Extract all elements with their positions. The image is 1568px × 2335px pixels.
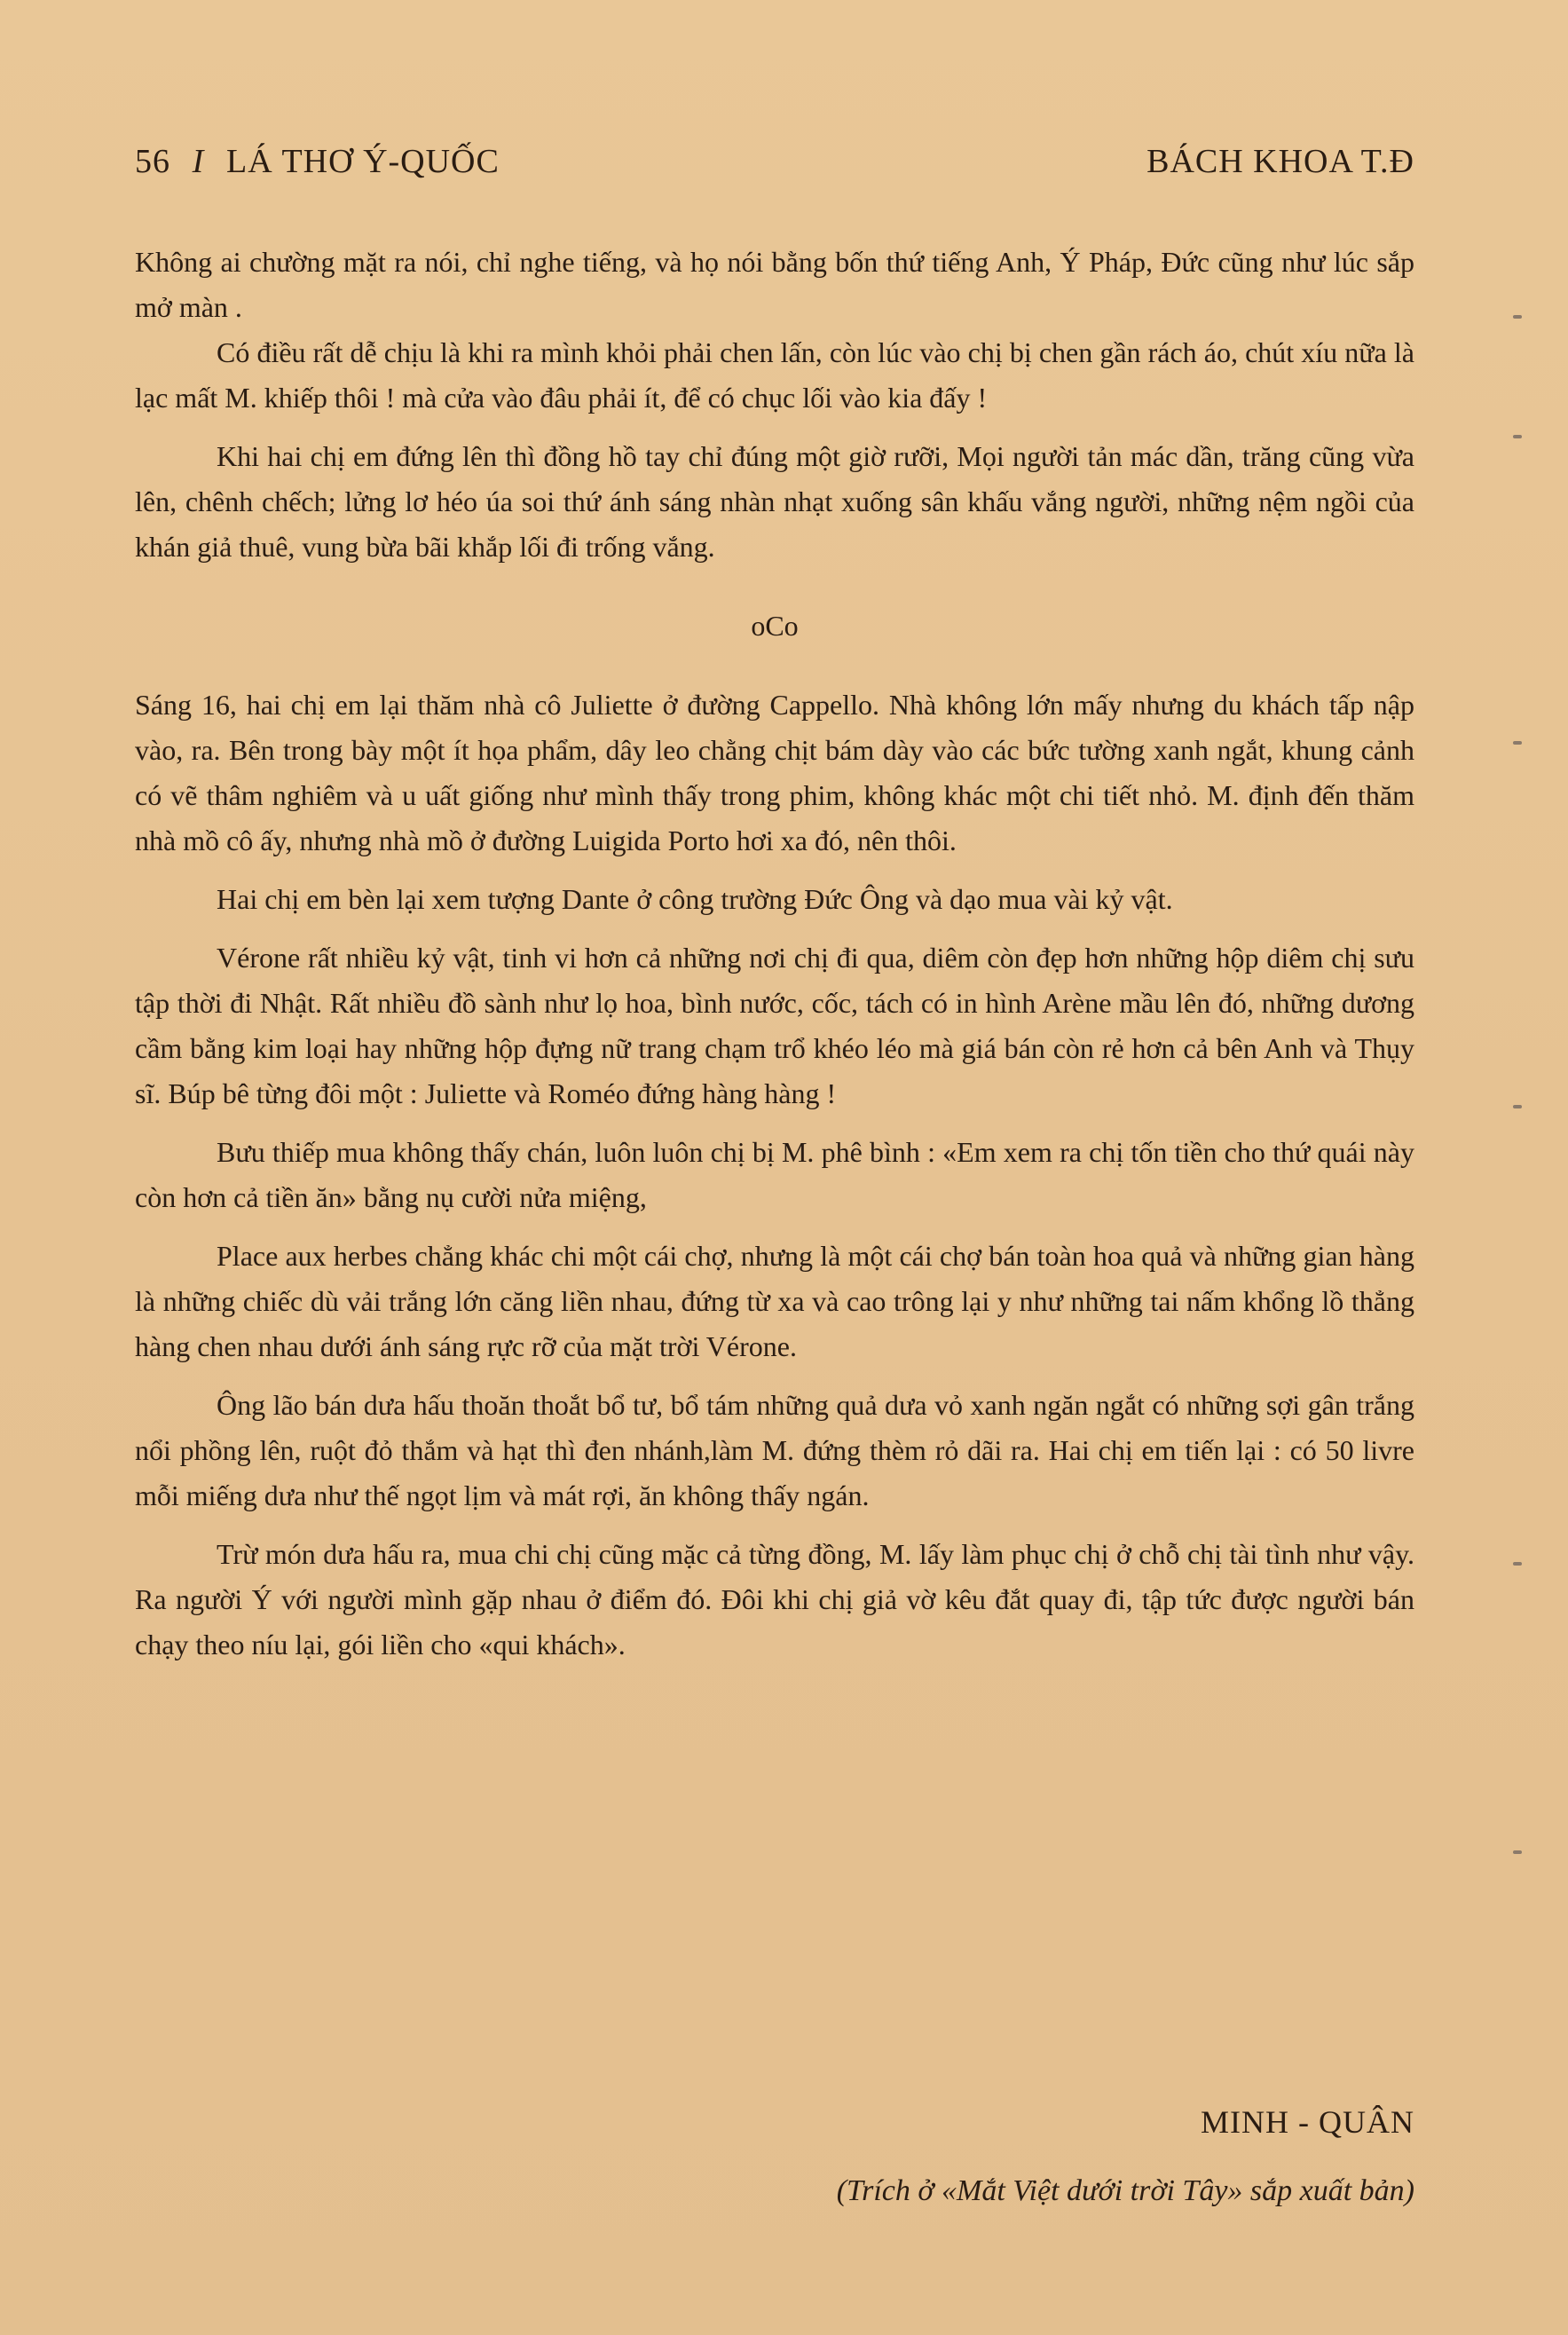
- paragraph-2: Có điều rất dễ chịu là khi ra mình khỏi phải chen lấn, còn lúc vào chị bị chen gần rách áo, chút xíu nữa là lạc mất M. khiếp thôi ! mà cửa vào đâu phải ít, để có chục lối vào kia đấy !: [135, 336, 1414, 414]
- paragraph-5: Hai chị em bèn lại xem tượng Dante ở công trường Đức Ông và dạo mua vài kỷ vật.: [217, 883, 1173, 915]
- edge-mark: [1513, 1105, 1522, 1108]
- paragraph-10: Trừ món dưa hấu ra, mua chi chị cũng mặc cả từng đồng, M. lấy làm phục chị ở chỗ chị tài tình như vậy. Ra người Ý với người mình gặp nhau ở điểm đó. Đôi khi chị giả vờ kêu đắt quay đi, tập tức được người bán chạy theo níu lại, gói liền cho «qui khách».: [135, 1538, 1414, 1661]
- paragraph-4: Sáng 16, hai chị em lại thăm nhà cô Juliette ở đường Cappello. Nhà không lớn mấy nhưng du khách tấp nập vào, ra. Bên trong bày một ít họa phẩm, dây leo chằng chịt bám dày vào các bức tường xanh ngắt, khung cảnh có vẽ thâm nghiêm và u uất giống như mình thấy trong phim, không khác một chi tiết nhỏ. M. định đến thăm nhà mồ cô ấy, nhưng nhà mồ ở đường Luigida Porto hơi xa đó, nên thôi.: [135, 689, 1414, 856]
- edge-mark: [1513, 741, 1522, 745]
- paragraph-3: Khi hai chị em đứng lên thì đồng hồ tay chỉ đúng một giờ rưỡi, Mọi người tản mác dần, trăng cũng vừa lên, chênh chếch; lửng lơ héo úa soi thứ ánh sáng nhàn nhạt xuống sân khấu vắng người, những nệm ngồi của khán giả thuê, vung bừa bãi khắp lối đi trống vắng.: [135, 440, 1414, 563]
- publication-name: BÁCH KHOA T.Đ: [1146, 143, 1414, 180]
- source-note: (Trích ở «Mắt Việt dưới trời Tây» sắp xuất bản): [836, 2174, 1414, 2207]
- article-body: [135, 240, 1414, 1668]
- section-title: LÁ THƠ Ý-QUỐC: [226, 143, 500, 180]
- paragraph-6: Vérone rất nhiều kỷ vật, tinh vi hơn cả những nơi chị đi qua, diêm còn đẹp hơn những hộp diêm chị sưu tập thời đi Nhật. Rất nhiều đồ sành như lọ hoa, bình nước, cốc, tách có in hình Arène mầu lên đó, những dương cầm bằng kim loại hay những hộp đựng nữ trang chạm trổ khéo léo mà giá bán còn rẻ hơn cả bên Anh và Thụy sĩ. Búp bê từng đôi một : Juliette và Roméo đứng hàng hàng !: [135, 942, 1414, 1109]
- edge-mark: [1513, 1850, 1522, 1854]
- paragraph-1: Không ai chường mặt ra nói, chỉ nghe tiếng, và họ nói bằng bốn thứ tiếng Anh, Ý Pháp, Đức cũng như lúc sắp mở màn .: [135, 246, 1414, 323]
- paragraph-8: Place aux herbes chẳng khác chi một cái chợ, nhưng là một cái chợ bán toàn hoa quả và những gian hàng là những chiếc dù vải trắng lớn căng liền nhau, đứng từ xa và cao trông lại y như những tai nấm khổng lồ thẳng hàng chen nhau dưới ánh sáng rực rỡ của mặt trời Vérone.: [135, 1240, 1414, 1362]
- header-left: [135, 142, 500, 181]
- header-separator: I: [192, 143, 205, 180]
- section-ornament: oCo: [751, 610, 799, 642]
- edge-mark: [1513, 315, 1522, 319]
- paragraph-9: Ông lão bán dưa hấu thoăn thoắt bổ tư, bổ tám những quả dưa vỏ xanh ngăn ngắt có những sợi gân trắng nổi phồng lên, ruột đỏ thắm và hạt thì đen nhánh,làm M. đứng thèm rỏ dãi ra. Hai chị em tiến lại : có 50 livre mỗi miếng dưa như thế ngọt lịm và mát rợi, ăn không thấy ngán.: [135, 1389, 1414, 1511]
- author-signature: MINH - QUÂN: [1201, 2104, 1414, 2140]
- edge-mark: [1513, 435, 1522, 438]
- page-number: 56: [135, 143, 170, 180]
- paragraph-7: Bưu thiếp mua không thấy chán, luôn luôn chị bị M. phê bình : «Em xem ra chị tốn tiền cho thứ quái này còn hơn cả tiền ăn» bằng nụ cười nửa miệng,: [135, 1136, 1414, 1213]
- edge-mark: [1513, 1562, 1522, 1566]
